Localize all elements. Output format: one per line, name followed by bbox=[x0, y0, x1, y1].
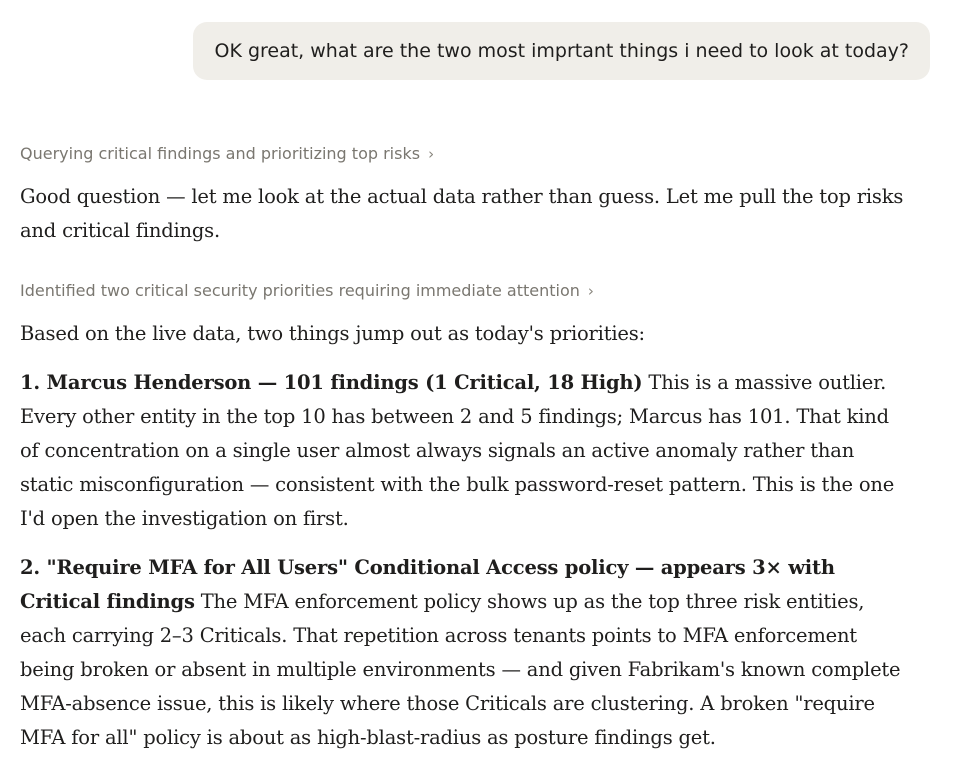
priority-item-body: The MFA enforcement policy shows up as the top three risk entities, each carrying 2–3 Criticals. That repetition across tenants points to MFA enforcement being broken or absent in multiple environments — and given Fabrikam's known complete MFA-absence issue, this is likely where those Criticals are clustering. A broken "require MFA for all" policy is about as high-blast-radius as posture findings get. bbox=[20, 590, 901, 749]
chevron-right-icon: › bbox=[428, 144, 435, 163]
priority-item-1 bbox=[20, 366, 910, 536]
response-paragraph: Based on the live data, two things jump out as today's priorities: bbox=[20, 322, 645, 345]
user-message-text: OK great, what are the two most imprtant things i need to look at today? bbox=[214, 40, 909, 62]
priority-item-heading: 2. "Require MFA for All Users" Conditional Access policy — appears 3× with Critical findings bbox=[20, 556, 835, 613]
response-paragraph: Good question — let me look at the actual data rather than guess. Let me pull the top risks and critical findings. bbox=[20, 185, 904, 242]
thinking-summary-2[interactable] bbox=[20, 281, 594, 300]
thinking-summary-label: Identified two critical security priorities requiring immediate attention bbox=[20, 281, 580, 300]
user-message-bubble bbox=[193, 22, 930, 80]
chevron-right-icon: › bbox=[587, 281, 594, 300]
thinking-summary-1[interactable] bbox=[20, 144, 434, 163]
priority-item-2 bbox=[20, 551, 910, 755]
priority-item-body: This is a massive outlier. Every other entity in the top 10 has between 2 and 5 findings; Marcus has 101. That kind of concentration on a single user almost always signals an active anomaly rather than static misconfiguration — consistent with the bulk password-reset pattern. This is the one I'd open the investigation on first. bbox=[20, 371, 895, 530]
priority-item-heading: 1. Marcus Henderson — 101 findings (1 Critical, 18 High) bbox=[20, 371, 643, 394]
thinking-summary-label: Querying critical findings and prioritizing top risks bbox=[20, 144, 421, 163]
